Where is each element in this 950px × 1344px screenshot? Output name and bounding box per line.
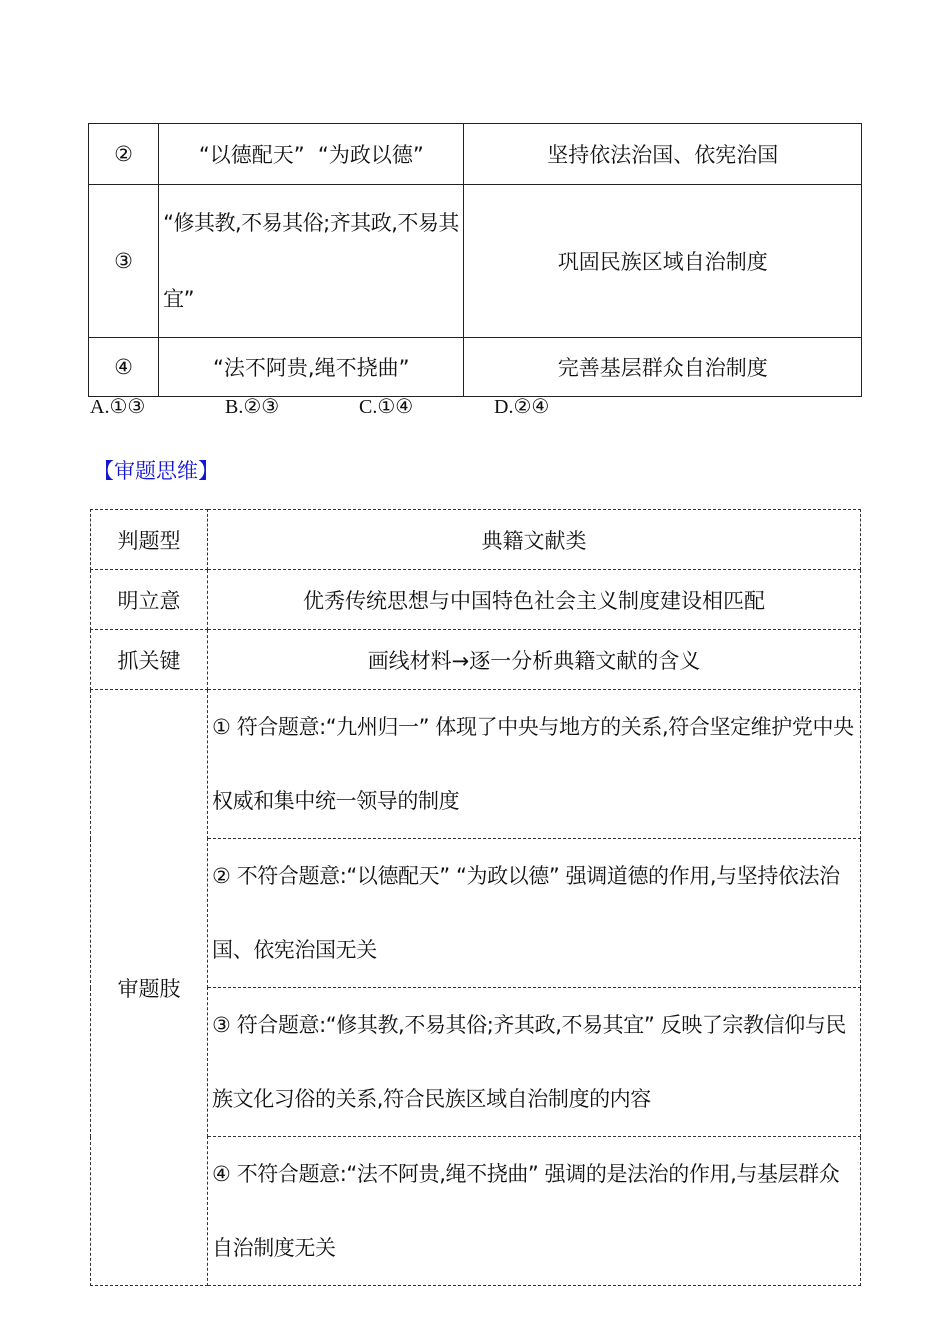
option-analysis: ④ 不符合题意:“法不阿贵,绳不挠曲” 强调的是法治的作用,与基层群众自治制度无关 [208,1137,861,1286]
option-analysis: ① 符合题意:“九州归一” 体现了中央与地方的关系,符合坚定维护党中央权威和集中统一领导的制度 [208,690,861,839]
table-row [91,690,861,839]
table-row [91,630,861,690]
options-label: 审题肢 [91,690,208,1286]
table-row [89,338,862,397]
row-number: ③ [89,185,159,338]
row-number: ④ [89,338,159,397]
analysis-table [90,509,861,1286]
row-value: 典籍文献类 [208,510,861,570]
table-row [89,185,862,338]
row-value: 画线材料→逐一分析典籍文献的含义 [208,630,861,690]
row-label: 抓关键 [91,630,208,690]
system-cell: 坚持依法治国、依宪治国 [464,124,862,185]
table-row [91,510,861,570]
quote-cell: “以德配天” “为政以德” [159,124,464,185]
system-cell: 巩固民族区域自治制度 [464,185,862,338]
quote-cell: “法不阿贵,绳不挠曲” [159,338,464,397]
quote-cell: “修其教,不易其俗;齐其政,不易其宜” [159,185,464,338]
option-analysis: ② 不符合题意:“以德配天” “为政以德” 强调道德的作用,与坚持依法治国、依宪治国无关 [208,839,861,988]
option-a: A.①③ [90,396,146,418]
row-number: ② [89,124,159,185]
system-cell: 完善基层群众自治制度 [464,338,862,397]
row-value: 优秀传统思想与中国特色社会主义制度建设相匹配 [208,570,861,630]
table-row [89,124,862,185]
row-label: 判题型 [91,510,208,570]
table-row [91,570,861,630]
option-c: C.①④ [359,396,414,418]
option-analysis: ③ 符合题意:“修其教,不易其俗;齐其政,不易其宜” 反映了宗教信仰与民族文化习俗的关系,符合民族区域自治制度的内容 [208,988,861,1137]
top-table [88,123,862,397]
answer-options [90,394,549,419]
section-title: 【审题思维】 [93,459,219,483]
option-b: B.②③ [225,396,280,418]
row-label: 明立意 [91,570,208,630]
option-d: D.②④ [494,396,550,418]
